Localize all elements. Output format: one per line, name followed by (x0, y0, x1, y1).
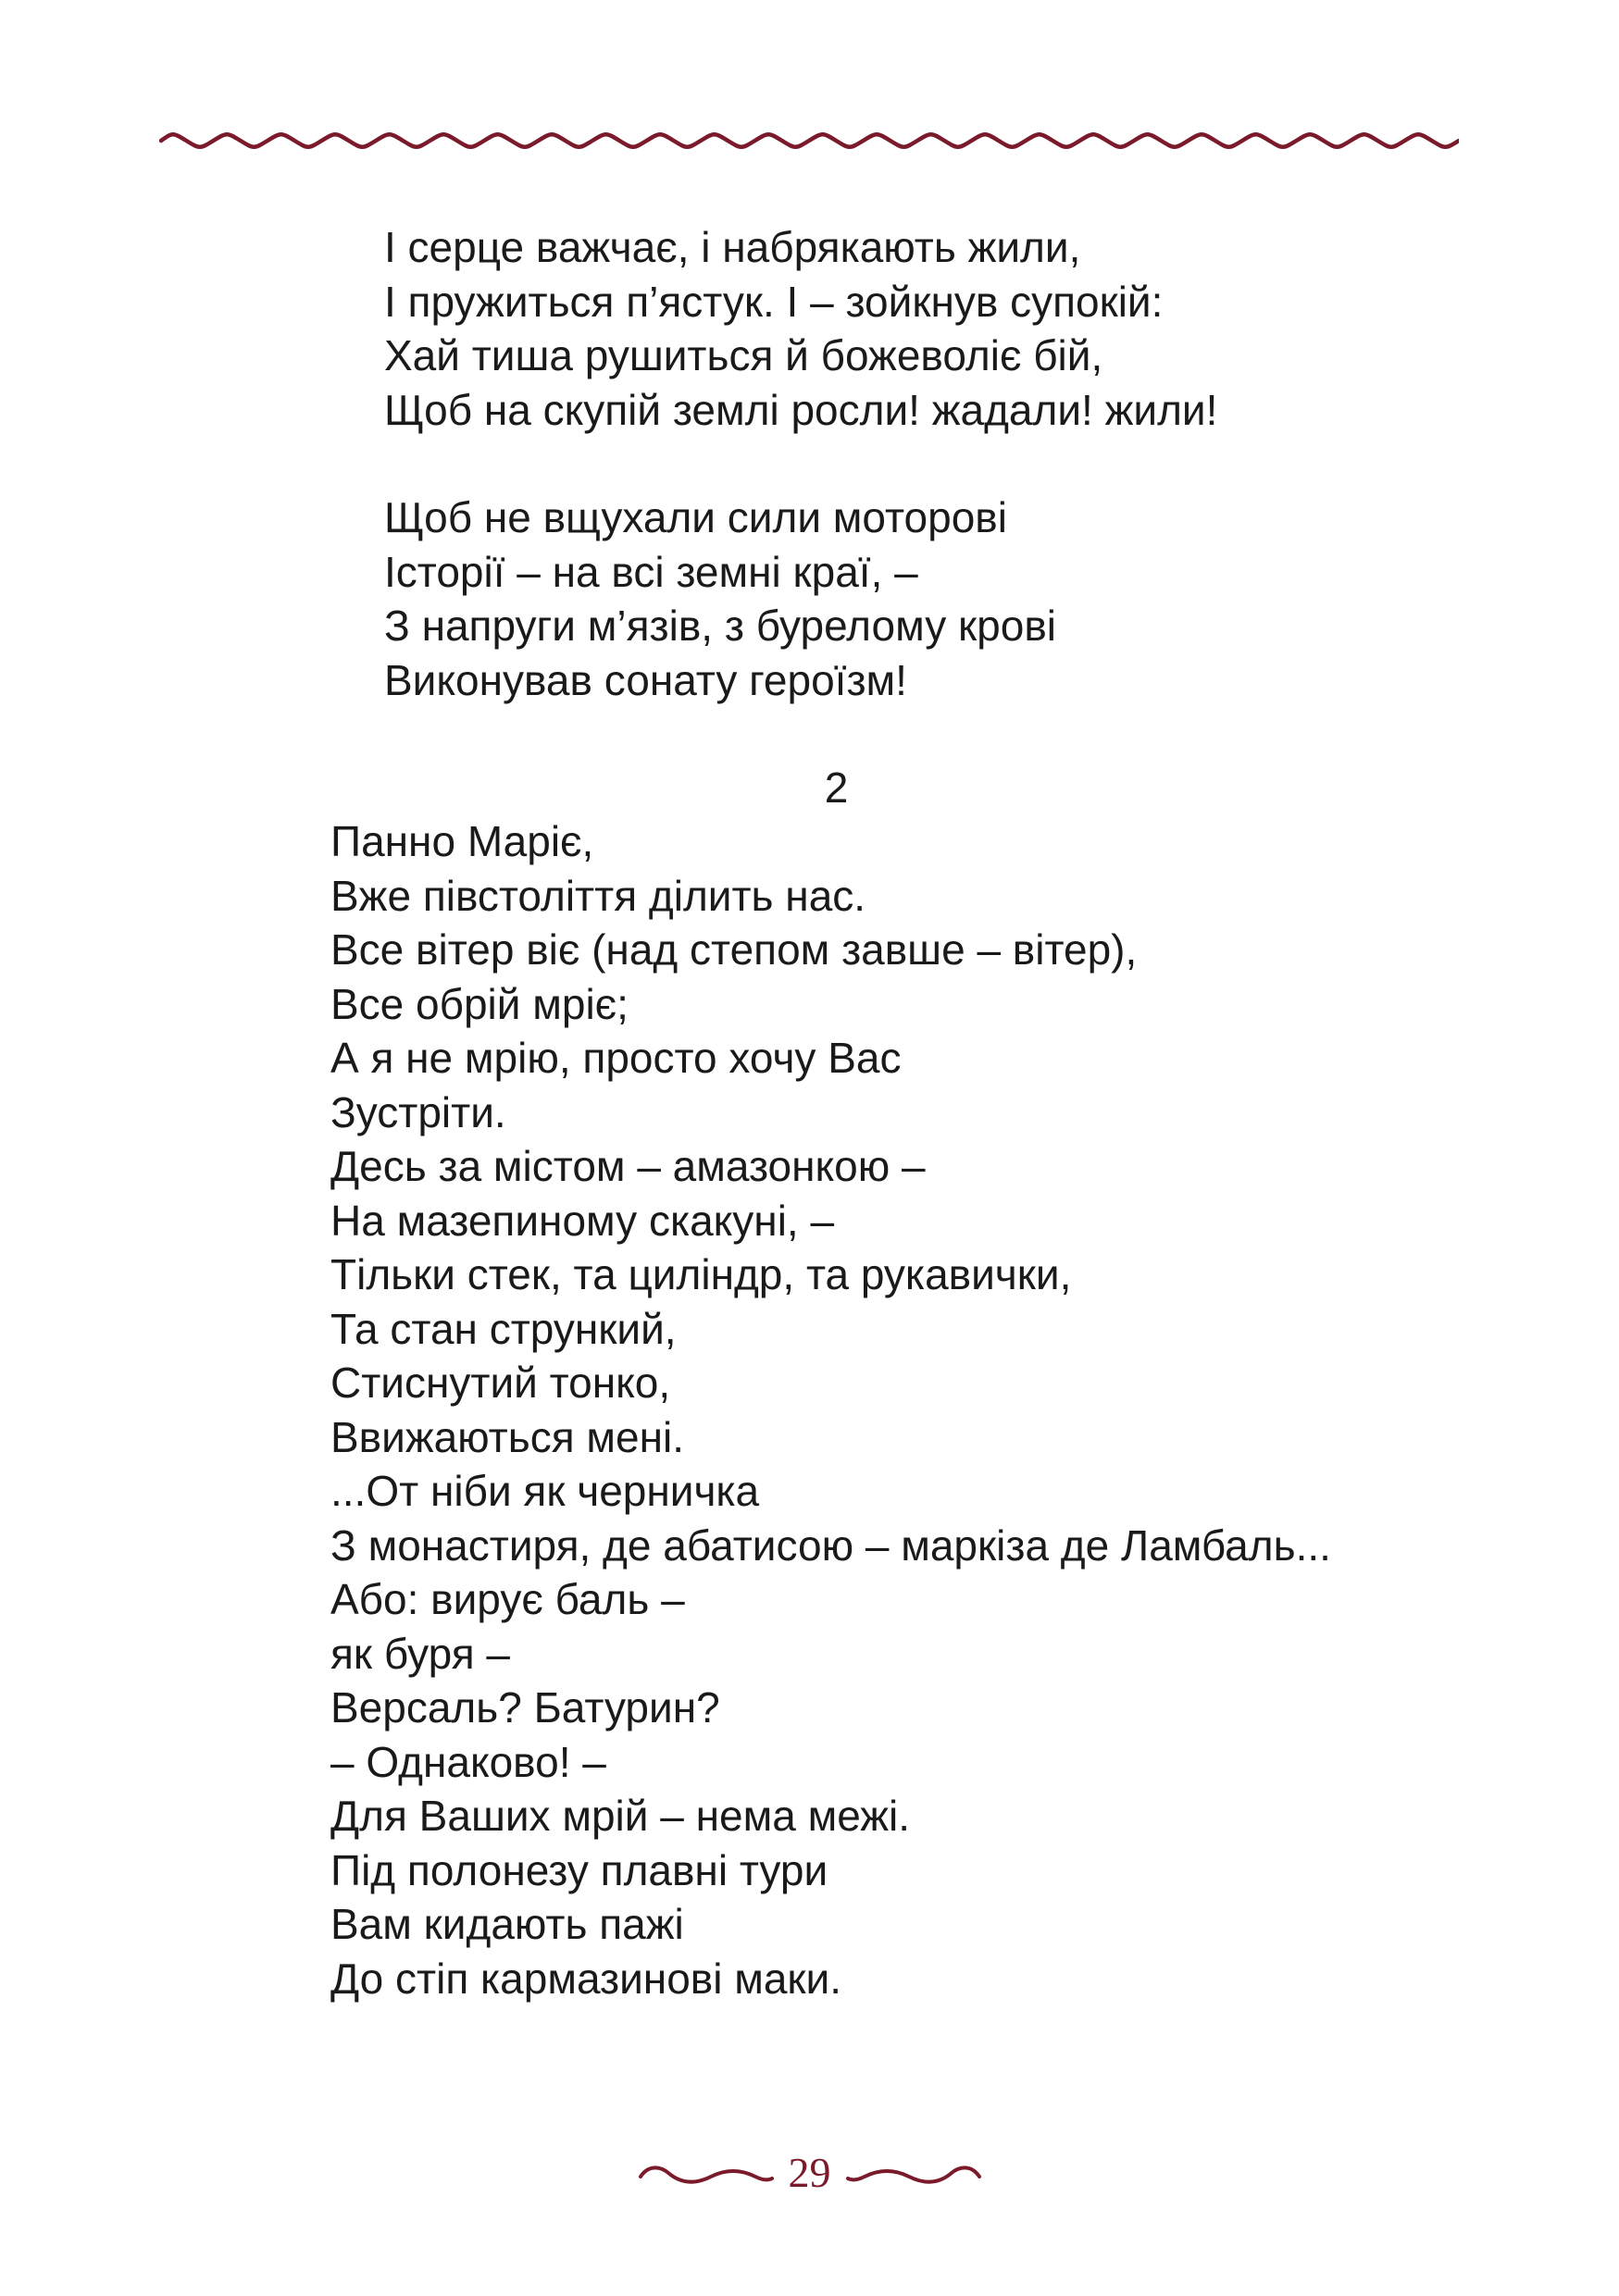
poem-line: Хай тиша рушиться й божеволіє бій, (384, 331, 1103, 379)
poem-line: І пружиться п’ястук. І – зойкнув супокій: (384, 277, 1164, 326)
section-number: 2 (824, 763, 849, 812)
poem-line: Десь за містом – амазонкою – (330, 1142, 926, 1190)
poem-line: Панно Маріє, (330, 817, 594, 865)
poem-line: З напруги м’язів, з бурелому крові (384, 602, 1056, 650)
page-number: 29 (788, 2149, 831, 2196)
poem-line: Для Ваших мрій – нема межі. (330, 1792, 911, 1840)
footer-wave-left-ornament (637, 2154, 776, 2191)
poem-line: Стиснутий тонко, (330, 1359, 671, 1407)
poem-line: Зустріти. (330, 1087, 506, 1136)
poem-line: А я не мрію, просто хочу Вас (330, 1034, 902, 1082)
poem-line: – Однаково! – (330, 1737, 606, 1786)
poem-line: як буря – (330, 1629, 510, 1678)
poem-line: Або: вирує баль – (330, 1575, 685, 1623)
poem-line: Щоб на скупій землі росли! жадали! жили! (384, 385, 1218, 434)
footer-wave-right-ornament (844, 2154, 983, 2191)
page-footer (0, 2145, 1619, 2201)
poem-line: Тільки стек, та циліндр, та рукавички, (330, 1250, 1072, 1298)
poem-line: Виконував сонату героїзм! (384, 655, 907, 704)
top-wave-ornament (159, 122, 1459, 159)
poem-line: До стіп кармазинові маки. (330, 1954, 842, 2003)
poem-line: ...От ніби як черничка (330, 1467, 760, 1515)
poem-line: Все обрій мріє; (330, 979, 629, 1028)
poem-line: Під полонезу плавні тури (330, 1845, 828, 1894)
poem-line: Вам кидають пажі (330, 1900, 684, 1948)
poem-line: На мазепиному скакуні, – (330, 1196, 835, 1245)
poem-line: Все вітер віє (над степом завше – вітер), (330, 925, 1138, 974)
poem-line: Версаль? Батурин? (330, 1683, 720, 1731)
stanza-2 (384, 490, 1056, 707)
poem-line: З монастиря, де абатисою – маркіза де Ламбаль... (330, 1520, 1331, 1570)
poem-line: Та стан стрункий, (330, 1304, 677, 1353)
stanza-3 (330, 814, 1331, 2005)
poem-line: І серце важчає, і набрякають жили, (384, 223, 1081, 271)
poem-line: Ввижаються мені. (330, 1412, 684, 1461)
stanza-1 (384, 220, 1217, 437)
poem-line: Вже півстоліття ділить нас. (330, 871, 866, 920)
poem-line: Щоб не вщухали сили моторові (384, 493, 1007, 541)
poem-line: Історії – на всі земні краї, – (384, 547, 918, 596)
